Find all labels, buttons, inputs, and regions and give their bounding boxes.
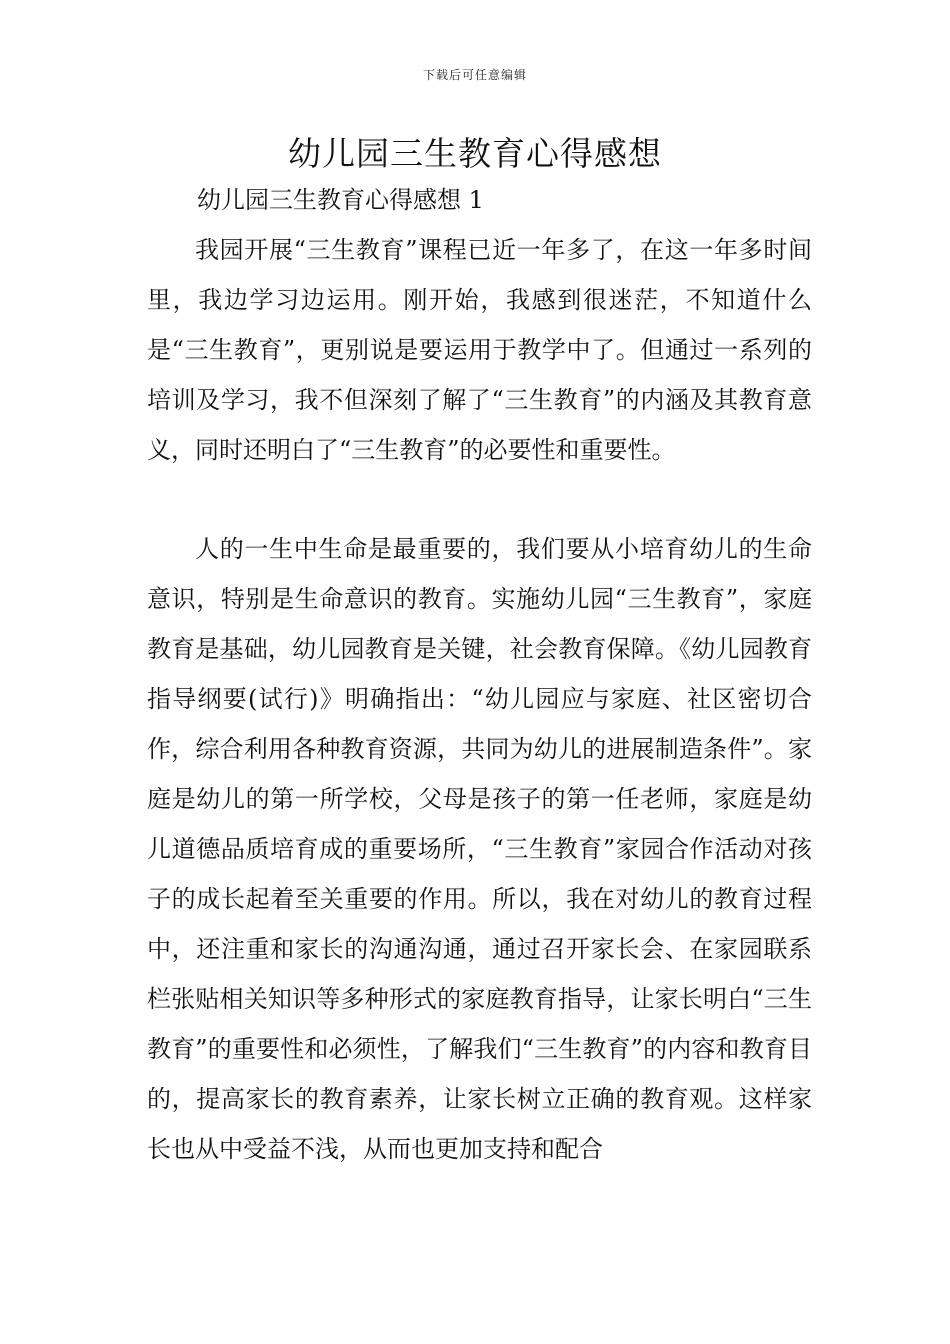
page-header-note: 下载后可任意编辑 [422, 68, 527, 82]
body-paragraph-2: 人的一生中生命是最重要的，我们要从小培育幼儿的生命意识，特别是生命意识的教育。实施幼儿园“三生教育”，家庭教育是基础，幼儿园教育是关键，社会教育保障。《幼儿园教育指导纲要(试行)》明确指出：“幼儿园应与家庭、社区密切合作，综合利用各种教育资源，共同为幼儿的进展制造条件”。家庭是幼儿的第一所学校，父母是孩子的第一任老师，家庭是幼儿道德品质培育成的重要场所，“三生教育”家园合作活动对孩子的成长起着至关重要的作用。所以，我在对幼儿的教育过程中，还注重和家长的沟通沟通，通过召开家长会、在家园联系栏张贴相关知识等多种形式的家庭教育指导，让家长明白“三生教育”的重要性和必须性，了解我们“三生教育”的内容和教育目的，提高家长的教育素养，让家长树立正确的教育观。这样家长也从中受益不浅，从而也更加支持和配合 [147, 535, 812, 1163]
document-title: 幼儿园三生教育心得感想 [288, 134, 662, 173]
section-heading: 幼儿园三生教育心得感想 1 [197, 186, 484, 214]
body-paragraph-1: 我园开展“三生教育”课程已近一年多了，在这一年多时间里，我边学习边运用。刚开始，我感到很迷茫，不知道什么是“三生教育”，更别说是要运用于教学中了。但通过一系列的培训及学习，我不但深刻了解了“三生教育”的内涵及其教育意义，同时还明白了“三生教育”的必要性和重要性。 [147, 236, 812, 464]
